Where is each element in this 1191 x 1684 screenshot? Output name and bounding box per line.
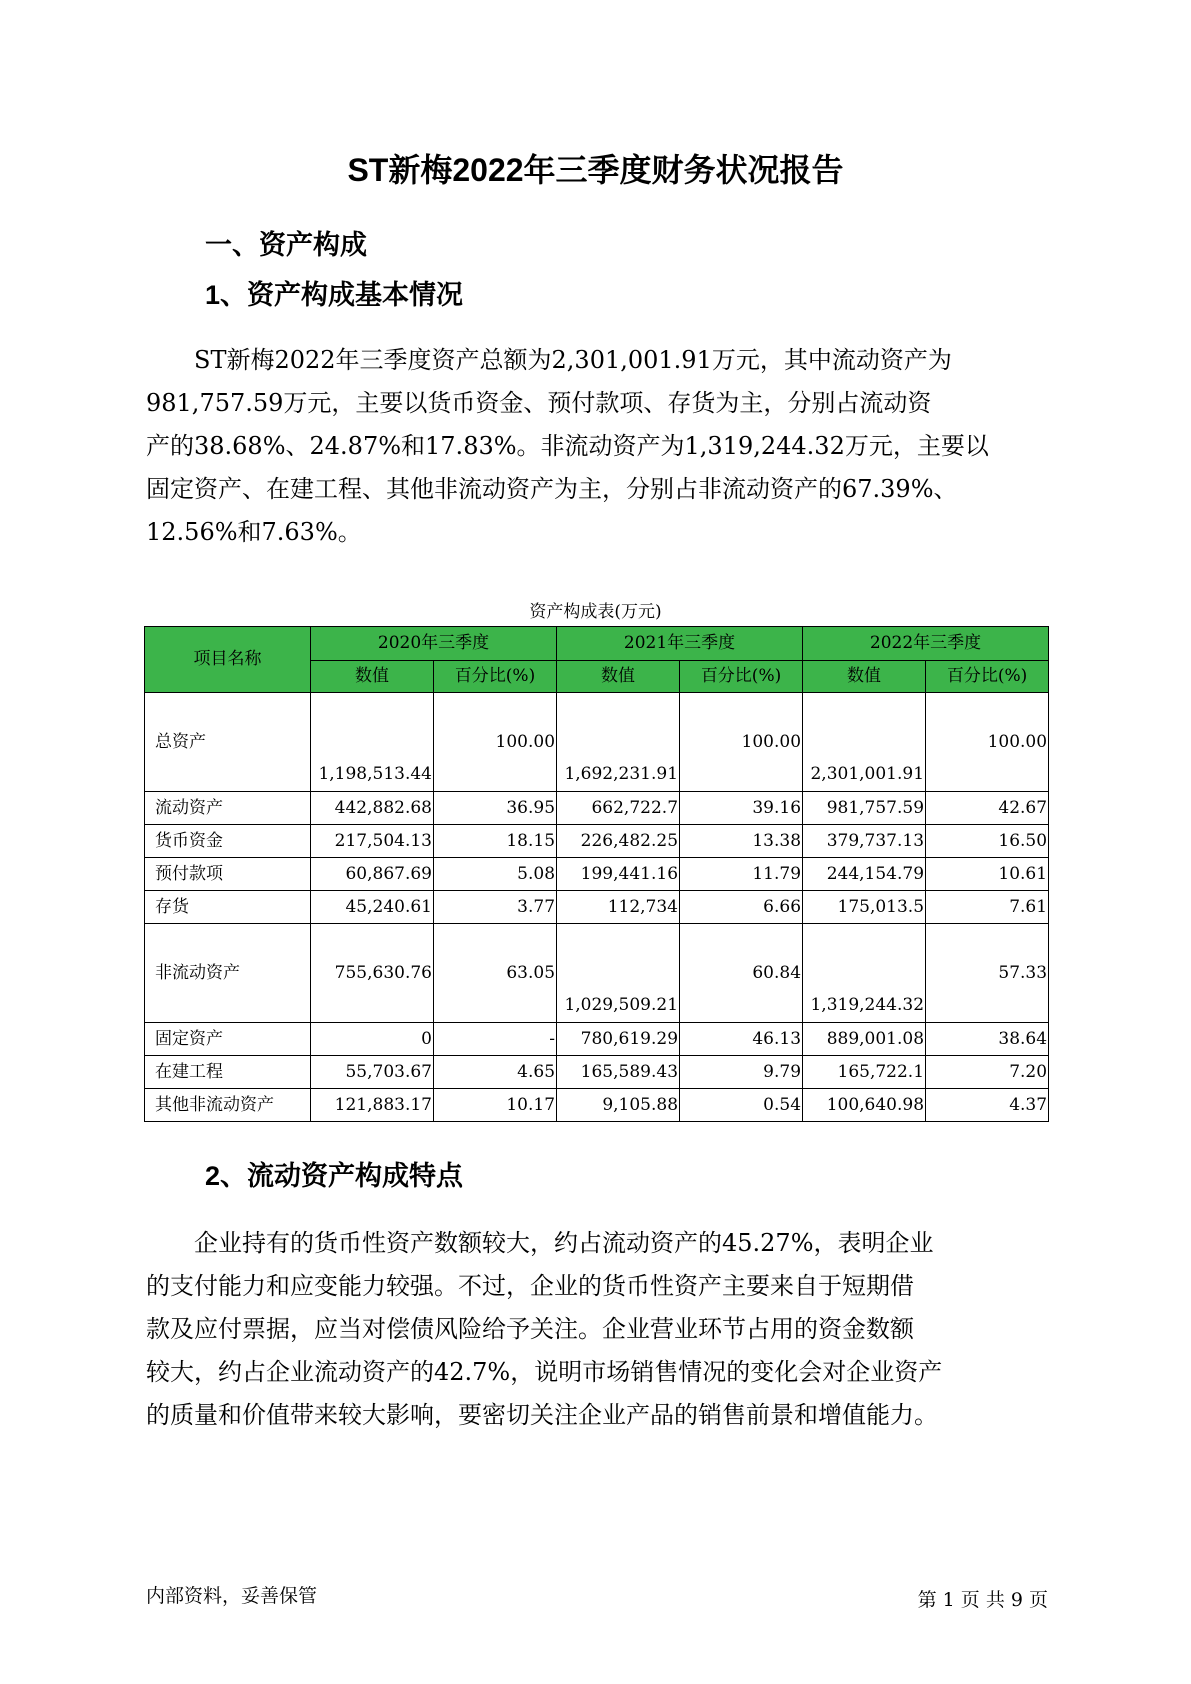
row-label: 在建工程 xyxy=(145,1056,311,1089)
header-value: 数值 xyxy=(557,661,680,693)
cell-value: 2,301,001.91 xyxy=(803,693,926,792)
table-row xyxy=(145,924,1049,1023)
cell-value: 1,319,244.32 xyxy=(803,924,926,1023)
cell-value: 199,441.16 xyxy=(557,858,680,891)
row-label: 非流动资产 xyxy=(145,924,311,1023)
report-title: ST新梅2022年三季度财务状况报告 xyxy=(347,152,844,188)
row-label: 其他非流动资产 xyxy=(145,1089,311,1122)
paragraph-line: 981,757.59万元，主要以货币资金、预付款项、存货为主，分别占流动资 xyxy=(146,389,932,417)
asset-composition-table xyxy=(144,626,1049,1122)
cell-percent: 46.13 xyxy=(680,1023,803,1056)
subsection-heading-basic: 1、资产构成基本情况 xyxy=(205,280,464,310)
header-percent: 百分比(%) xyxy=(434,661,557,693)
cell-value: 244,154.79 xyxy=(803,858,926,891)
cell-percent: 13.38 xyxy=(680,825,803,858)
cell-value: 662,722.7 xyxy=(557,792,680,825)
paragraph-line: 款及应付票据，应当对偿债风险给予关注。企业营业环节占用的资金数额 xyxy=(146,1315,914,1343)
cell-percent: 18.15 xyxy=(434,825,557,858)
paragraph-line: 的支付能力和应变能力较强。不过，企业的货币性资产主要来自于短期借 xyxy=(146,1272,914,1300)
cell-value: 226,482.25 xyxy=(557,825,680,858)
cell-percent: 0.54 xyxy=(680,1089,803,1122)
table-caption: 资产构成表(万元) xyxy=(529,602,662,622)
cell-percent: 6.66 xyxy=(680,891,803,924)
cell-percent: 39.16 xyxy=(680,792,803,825)
cell-value: 121,883.17 xyxy=(311,1089,434,1122)
cell-value: 165,722.1 xyxy=(803,1056,926,1089)
cell-percent: 3.77 xyxy=(434,891,557,924)
cell-percent: 63.05 xyxy=(434,924,557,1023)
cell-value: 0 xyxy=(311,1023,434,1056)
cell-value: 60,867.69 xyxy=(311,858,434,891)
cell-value: 379,737.13 xyxy=(803,825,926,858)
paragraph-current-assets xyxy=(146,1222,1046,1437)
table-row xyxy=(145,1089,1049,1122)
header-period-2021: 2021年三季度 xyxy=(557,627,803,661)
cell-value: 442,882.68 xyxy=(311,792,434,825)
cell-value: 889,001.08 xyxy=(803,1023,926,1056)
paragraph-line: 企业持有的货币性资产数额较大，约占流动资产的45.27%，表明企业 xyxy=(194,1229,934,1257)
paragraph-line: 12.56%和7.63%。 xyxy=(146,518,362,546)
cell-percent: 5.08 xyxy=(434,858,557,891)
table-row xyxy=(145,825,1049,858)
table-row xyxy=(145,792,1049,825)
paragraph-asset-summary xyxy=(146,339,1046,554)
section-heading-asset-composition: 一、资产构成 xyxy=(205,230,367,260)
header-period-2020: 2020年三季度 xyxy=(311,627,557,661)
row-label: 总资产 xyxy=(145,693,311,792)
cell-percent: 100.00 xyxy=(434,693,557,792)
cell-value: 112,734 xyxy=(557,891,680,924)
cell-percent: 42.67 xyxy=(926,792,1049,825)
cell-value: 45,240.61 xyxy=(311,891,434,924)
cell-percent: 57.33 xyxy=(926,924,1049,1023)
cell-percent: 4.65 xyxy=(434,1056,557,1089)
row-label: 预付款项 xyxy=(145,858,311,891)
table-row xyxy=(145,1056,1049,1089)
header-percent: 百分比(%) xyxy=(926,661,1049,693)
cell-value: 100,640.98 xyxy=(803,1089,926,1122)
paragraph-line: 产的38.68%、24.87%和17.83%。非流动资产为1,319,244.32万元，主要以 xyxy=(146,432,989,460)
cell-percent: 16.50 xyxy=(926,825,1049,858)
table-row xyxy=(145,693,1049,792)
table-row xyxy=(145,891,1049,924)
row-label: 存货 xyxy=(145,891,311,924)
footer-page-number: 第 1 页 共 9 页 xyxy=(917,1589,1048,1611)
header-value: 数值 xyxy=(803,661,926,693)
cell-value: 165,589.43 xyxy=(557,1056,680,1089)
paragraph-line: ST新梅2022年三季度资产总额为2,301,001.91万元，其中流动资产为 xyxy=(194,346,952,374)
cell-value: 755,630.76 xyxy=(311,924,434,1023)
cell-value: 981,757.59 xyxy=(803,792,926,825)
row-label: 固定资产 xyxy=(145,1023,311,1056)
paragraph-line: 较大，约占企业流动资产的42.7%，说明市场销售情况的变化会对企业资产 xyxy=(146,1358,943,1386)
row-label: 货币资金 xyxy=(145,825,311,858)
cell-percent: 11.79 xyxy=(680,858,803,891)
cell-percent: 10.17 xyxy=(434,1089,557,1122)
cell-percent: 7.61 xyxy=(926,891,1049,924)
paragraph-line: 的质量和价值带来较大影响，要密切关注企业产品的销售前景和增值能力。 xyxy=(146,1401,938,1429)
cell-percent: 100.00 xyxy=(680,693,803,792)
header-value: 数值 xyxy=(311,661,434,693)
cell-percent: 38.64 xyxy=(926,1023,1049,1056)
cell-percent: 9.79 xyxy=(680,1056,803,1089)
header-period-2022: 2022年三季度 xyxy=(803,627,1049,661)
footer-confidential-note: 内部资料，妥善保管 xyxy=(146,1586,318,1607)
cell-value: 55,703.67 xyxy=(311,1056,434,1089)
cell-percent: - xyxy=(434,1023,557,1056)
cell-value: 1,029,509.21 xyxy=(557,924,680,1023)
cell-value: 175,013.5 xyxy=(803,891,926,924)
cell-percent: 60.84 xyxy=(680,924,803,1023)
paragraph-line: 固定资产、在建工程、其他非流动资产为主，分别占非流动资产的67.39%、 xyxy=(146,475,958,503)
cell-value: 9,105.88 xyxy=(557,1089,680,1122)
cell-percent: 4.37 xyxy=(926,1089,1049,1122)
cell-percent: 10.61 xyxy=(926,858,1049,891)
header-item-name: 项目名称 xyxy=(145,627,311,693)
table-row xyxy=(145,858,1049,891)
cell-value: 1,198,513.44 xyxy=(311,693,434,792)
cell-percent: 100.00 xyxy=(926,693,1049,792)
table-row xyxy=(145,1023,1049,1056)
cell-percent: 36.95 xyxy=(434,792,557,825)
row-label: 流动资产 xyxy=(145,792,311,825)
cell-value: 1,692,231.91 xyxy=(557,693,680,792)
cell-value: 780,619.29 xyxy=(557,1023,680,1056)
cell-value: 217,504.13 xyxy=(311,825,434,858)
subsection-heading-current-assets: 2、流动资产构成特点 xyxy=(205,1161,464,1191)
cell-percent: 7.20 xyxy=(926,1056,1049,1089)
header-percent: 百分比(%) xyxy=(680,661,803,693)
